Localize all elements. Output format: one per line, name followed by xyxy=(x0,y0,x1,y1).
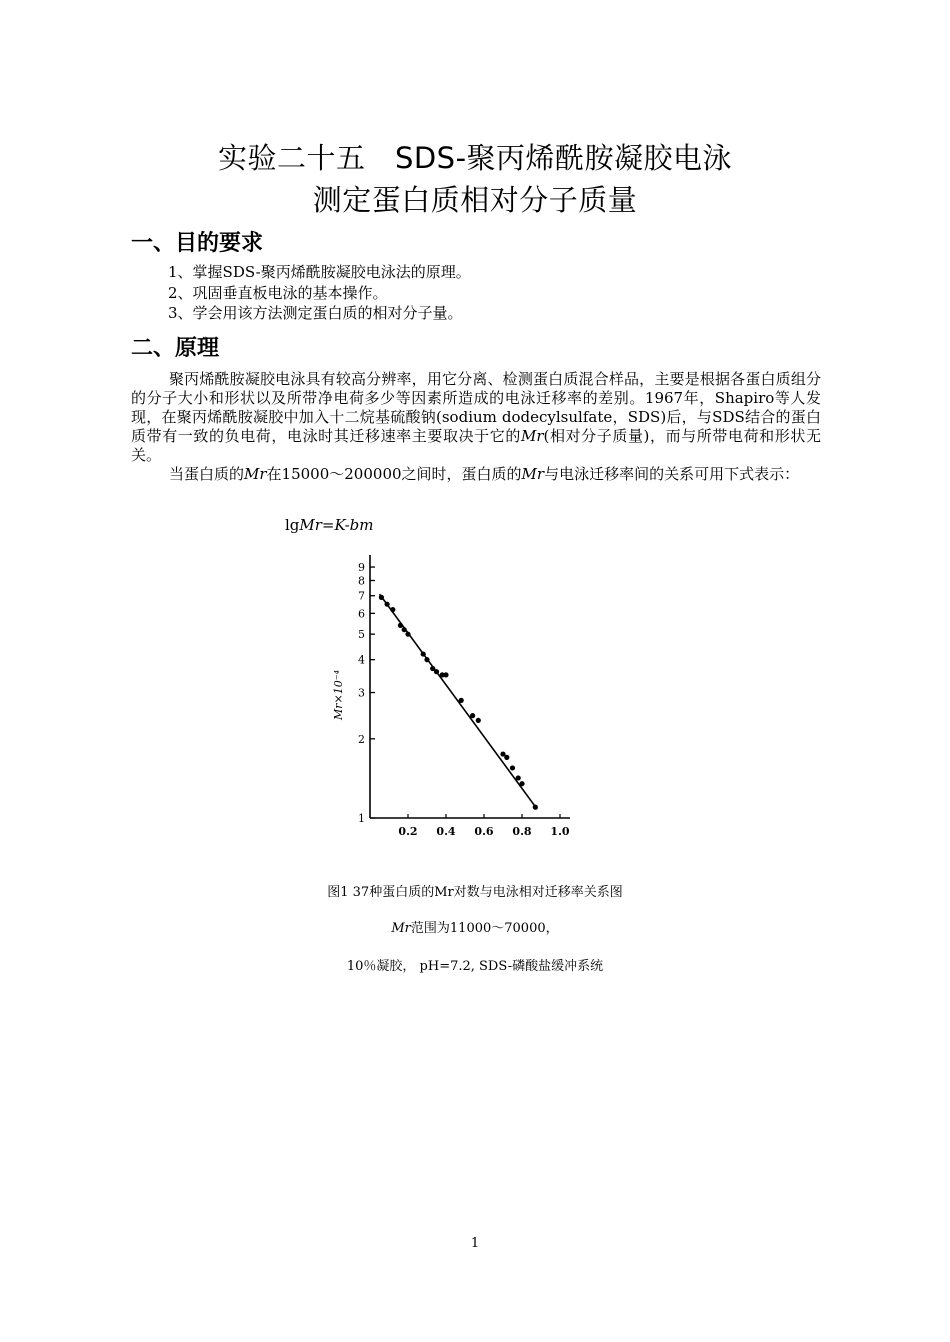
data-point xyxy=(385,602,390,607)
y-tick-label: 6 xyxy=(358,607,365,621)
data-point xyxy=(504,755,509,760)
formula xyxy=(285,516,374,534)
data-point xyxy=(459,698,464,703)
objective-item: 2、巩固垂直板电泳的基本操作。 xyxy=(168,284,388,302)
figure-caption-range xyxy=(0,917,950,936)
y-tick-label: 8 xyxy=(358,574,365,588)
y-tick-label: 7 xyxy=(358,589,365,603)
data-point xyxy=(470,713,475,718)
figure-caption: 图1 37种蛋白质的Mr对数与电泳相对迁移率关系图 xyxy=(327,885,623,900)
title-line-2: 测定蛋白质相对分子质量 xyxy=(312,183,638,217)
mr-symbol: Mr xyxy=(521,465,545,483)
section-heading-objectives: 一、目的要求 xyxy=(131,231,264,256)
page-number: 1 xyxy=(470,1236,480,1251)
y-tick-label: 2 xyxy=(358,732,365,746)
data-point xyxy=(421,651,426,656)
data-point xyxy=(443,672,448,677)
data-point xyxy=(476,718,481,723)
data-point xyxy=(379,595,384,600)
mr-migration-chart xyxy=(320,545,580,845)
data-point xyxy=(519,781,524,786)
objective-item: 1、掌握SDS-聚丙烯酰胺凝胶电泳法的原理。 xyxy=(168,263,471,281)
x-tick-label: 0.2 xyxy=(398,825,418,838)
y-tick-label: 5 xyxy=(358,628,365,642)
fit-line xyxy=(380,594,538,809)
y-tick-label: 9 xyxy=(358,561,365,575)
data-point xyxy=(424,657,429,662)
para1-text-a: 聚丙烯酰胺凝胶电泳具有较高分辨率，用它分离、检测蛋白质混合样品，主要是根据各蛋白质组分的分子大小和形状以及所带净电荷多少等因素所造成的电泳迁移率的差别。1967年，Shapiro等人发现，在聚丙烯酰胺凝胶中加入十二烷基硫酸钠(sodium dodecylsulfate，SDS)后，与SDS结合的蛋白质带有一致的负电荷，电泳时其迁移速率主要取决于它的 xyxy=(131,370,821,445)
data-point xyxy=(533,805,538,810)
principle-paragraph-2 xyxy=(131,465,821,484)
formula-prefix: lg xyxy=(285,516,300,534)
principle-paragraph-1 xyxy=(131,370,821,465)
figure-caption-conditions: 10％凝胶， pH=7.2, SDS-磷酸盐缓冲系统 xyxy=(346,959,604,974)
objective-item: 3、学会用该方法测定蛋白质的相对分子量。 xyxy=(168,304,463,322)
data-point xyxy=(516,775,521,780)
data-point xyxy=(402,627,407,632)
para2-text-b: 在15000～200000之间时，蛋白质的 xyxy=(266,465,522,483)
data-point xyxy=(398,623,403,628)
data-point xyxy=(390,607,395,612)
y-tick-label: 3 xyxy=(358,686,365,700)
x-tick-label: 0.4 xyxy=(436,825,456,838)
mr-symbol: Mr xyxy=(391,921,411,936)
caption-range-text: 范围为11000～70000， xyxy=(410,921,559,936)
title-line-1: 实验二十五 SDS-聚丙烯酰胺凝胶电泳 xyxy=(217,141,733,175)
mr-symbol: Mr xyxy=(520,427,544,445)
formula-body: Mr=K-bm xyxy=(299,516,374,534)
para2-text-c: 与电泳迁移率间的关系可用下式表示： xyxy=(544,465,800,483)
x-tick-label: 1.0 xyxy=(550,825,570,838)
x-tick-label: 0.6 xyxy=(474,825,494,838)
data-point xyxy=(434,669,439,674)
para2-text-a: 当蛋白质的 xyxy=(169,465,245,483)
x-tick-label: 0.8 xyxy=(512,825,532,838)
y-tick-label: 1 xyxy=(358,812,365,825)
mr-symbol: Mr xyxy=(244,465,267,483)
section-heading-principle: 二、原理 xyxy=(131,336,220,361)
y-axis-label: Mr×10⁻⁴ xyxy=(332,670,345,720)
para1-text-b: (相对分子质量)，而与所带电荷和形状无关。 xyxy=(131,427,821,464)
data-point xyxy=(405,632,410,637)
data-point xyxy=(510,765,515,770)
y-tick-label: 4 xyxy=(358,653,365,667)
